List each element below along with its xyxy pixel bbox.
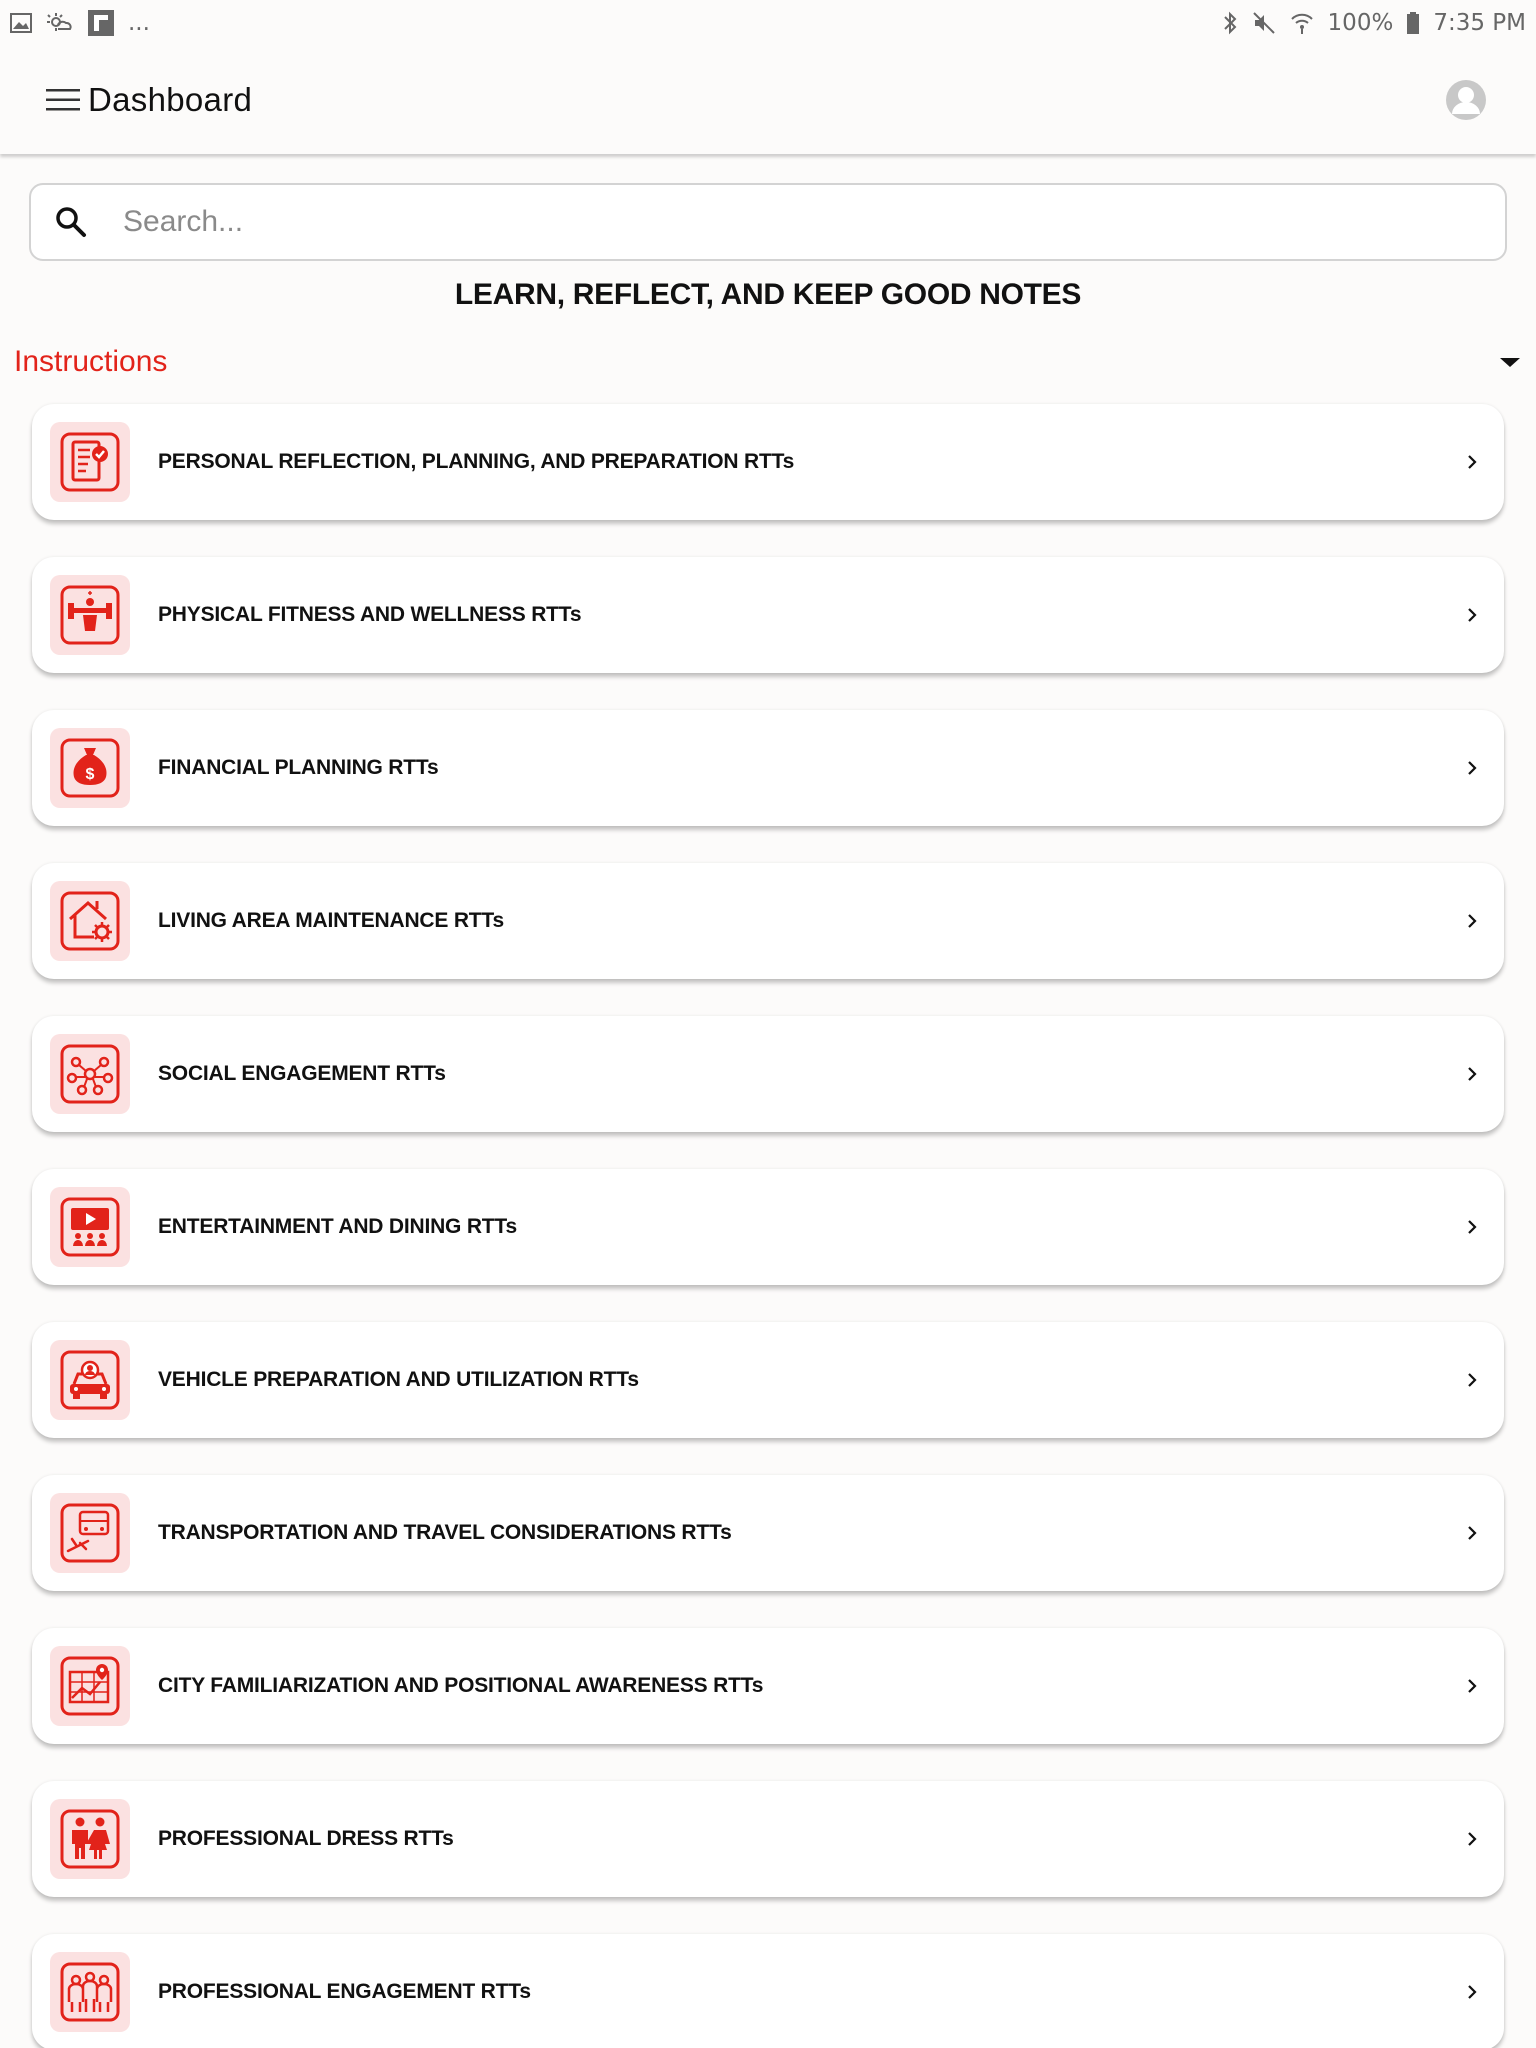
list-item[interactable] — [32, 557, 1504, 673]
list-item-label: PROFESSIONAL ENGAGEMENT RTTs — [158, 1980, 531, 2003]
flipboard-notification-icon — [88, 10, 114, 36]
car-driver-icon — [50, 1340, 130, 1420]
money-bag-icon — [50, 728, 130, 808]
fitness-dumbbell-icon — [50, 575, 130, 655]
list-item-label: LIVING AREA MAINTENANCE RTTs — [158, 909, 504, 932]
svg-text:$: $ — [85, 766, 95, 783]
list-item[interactable] — [32, 710, 1504, 826]
list-item-label: SOCIAL ENGAGEMENT RTTs — [158, 1062, 446, 1085]
hamburger-menu-icon[interactable] — [44, 81, 82, 119]
list-item[interactable] — [32, 404, 1504, 520]
category-list — [32, 404, 1504, 2048]
list-item-label: PROFESSIONAL DRESS RTTs — [158, 1827, 454, 1850]
list-item-label: VEHICLE PREPARATION AND UTILIZATION RTTs — [158, 1368, 639, 1391]
checklist-document-icon — [50, 422, 130, 502]
chevron-right-icon — [1464, 758, 1480, 778]
dress-people-icon — [50, 1799, 130, 1879]
search-icon — [51, 202, 91, 242]
map-pin-icon — [50, 1646, 130, 1726]
battery-percent: 100% — [1327, 10, 1394, 36]
list-item-label: PHYSICAL FITNESS AND WELLNESS RTTs — [158, 603, 582, 626]
clock: 7:35 PM — [1433, 10, 1526, 36]
chevron-right-icon — [1464, 1676, 1480, 1696]
chevron-right-icon — [1464, 452, 1480, 472]
weather-notification-icon — [46, 12, 74, 34]
list-item[interactable] — [32, 1169, 1504, 1285]
chevron-right-icon — [1464, 1217, 1480, 1237]
more-notifications: ... — [128, 10, 150, 36]
app-bar — [0, 46, 1536, 154]
search-bar[interactable] — [29, 183, 1507, 261]
chevron-right-icon — [1464, 911, 1480, 931]
movie-theater-icon — [50, 1187, 130, 1267]
chevron-right-icon — [1464, 1370, 1480, 1390]
list-item[interactable] — [32, 1322, 1504, 1438]
gallery-notification-icon — [10, 13, 32, 33]
list-item-label: FINANCIAL PLANNING RTTs — [158, 756, 439, 779]
social-network-icon — [50, 1034, 130, 1114]
list-item[interactable] — [32, 1016, 1504, 1132]
wifi-icon — [1290, 11, 1314, 35]
bluetooth-icon — [1222, 11, 1238, 35]
chevron-right-icon — [1464, 1829, 1480, 1849]
list-item[interactable] — [32, 1628, 1504, 1744]
battery-icon — [1407, 12, 1419, 34]
status-bar-right — [1222, 10, 1526, 36]
user-avatar-icon[interactable] — [1444, 78, 1488, 122]
instructions-header[interactable] — [14, 340, 1524, 384]
caret-down-icon[interactable] — [1498, 355, 1522, 369]
status-bar — [0, 0, 1536, 46]
list-item-label: TRANSPORTATION AND TRAVEL CONSIDERATIONS RTTs — [158, 1521, 732, 1544]
chevron-right-icon — [1464, 605, 1480, 625]
mute-icon — [1252, 11, 1276, 35]
list-item[interactable] — [32, 1934, 1504, 2048]
page-headline: LEARN, REFLECT, AND KEEP GOOD NOTES — [454, 278, 1082, 311]
house-gear-icon — [50, 881, 130, 961]
list-item[interactable] — [32, 1781, 1504, 1897]
team-group-icon — [50, 1952, 130, 2032]
chevron-right-icon — [1464, 1064, 1480, 1084]
chevron-right-icon — [1464, 1982, 1480, 2002]
list-item-label: CITY FAMILIARIZATION AND POSITIONAL AWARENESS RTTs — [158, 1674, 764, 1697]
search-input[interactable] — [123, 205, 1423, 239]
instructions-title: Instructions — [14, 345, 168, 378]
bus-plane-icon — [50, 1493, 130, 1573]
status-bar-left — [10, 10, 150, 36]
chevron-right-icon — [1464, 1523, 1480, 1543]
list-item[interactable] — [32, 863, 1504, 979]
list-item-label: PERSONAL REFLECTION, PLANNING, AND PREPARATION RTTs — [158, 450, 795, 473]
list-item-label: ENTERTAINMENT AND DINING RTTs — [158, 1215, 517, 1238]
page-title: Dashboard — [88, 81, 253, 118]
list-item[interactable] — [32, 1475, 1504, 1591]
